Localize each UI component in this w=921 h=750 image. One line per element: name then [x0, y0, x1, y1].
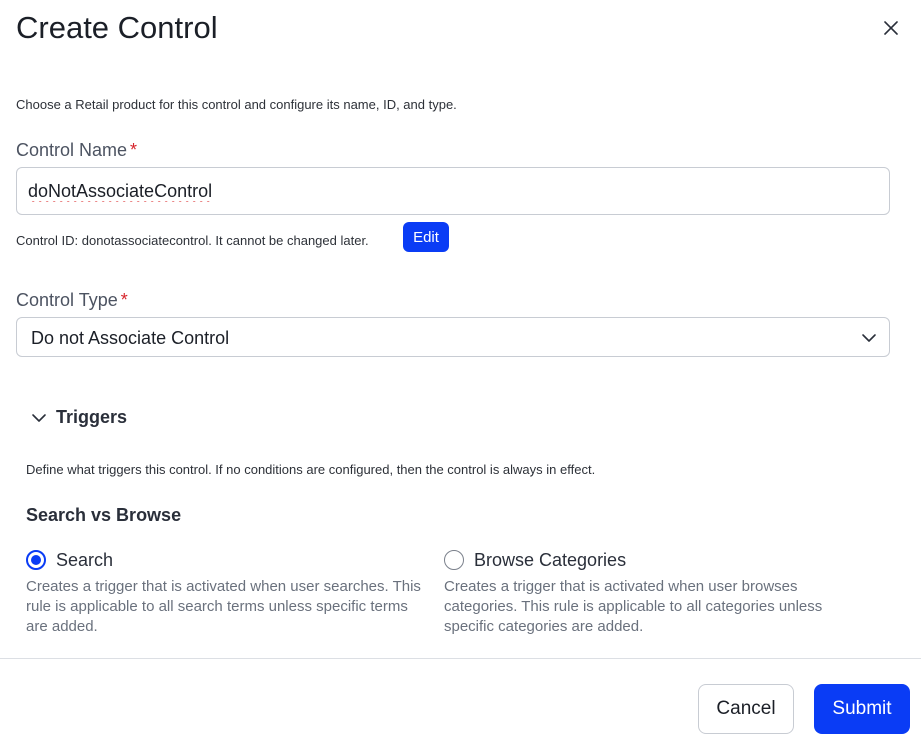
required-mark: *: [120, 290, 128, 310]
radio-browse-categories-label[interactable]: Browse Categories: [474, 550, 627, 570]
control-name-label-text: Control Name: [16, 140, 128, 160]
dialog-title: Create Control: [16, 10, 218, 45]
radio-search-description: Creates a trigger that is activated when user searches. This rule is applicable to all search terms unless specific terms are added.: [26, 578, 421, 635]
control-name-input[interactable]: [16, 167, 890, 215]
search-vs-browse-heading: Search vs Browse: [26, 505, 182, 525]
cancel-button[interactable]: Cancel: [698, 684, 794, 734]
footer-divider: [0, 658, 921, 659]
control-type-label: [16, 290, 128, 311]
control-type-select[interactable]: [16, 317, 890, 357]
radio-search-indicator[interactable]: [26, 550, 46, 570]
close-icon[interactable]: [878, 15, 904, 41]
chevron-down-icon: [860, 329, 878, 347]
triggers-section-toggle[interactable]: Triggers: [56, 407, 128, 427]
submit-button[interactable]: Submit: [814, 684, 910, 734]
chevron-down-icon[interactable]: [30, 409, 48, 427]
control-type-selected-value: Do not Associate Control: [31, 328, 230, 348]
radio-search-label[interactable]: Search: [56, 550, 114, 570]
control-type-label-text: Control Type: [16, 290, 118, 310]
radio-browse-categories-description: Creates a trigger that is activated when user browses categories. This rule is applicable to all categories unless specific categories are added.: [444, 578, 823, 635]
radio-browse-categories-indicator[interactable]: [444, 550, 464, 570]
control-id-helper: Control ID: donotassociatecontrol. It cannot be changed later.: [16, 233, 369, 248]
control-name-label: [16, 140, 137, 161]
triggers-description: Define what triggers this control. If no conditions are configured, then the control is always in effect.: [26, 462, 596, 477]
dialog-subtitle: Choose a Retail product for this control and configure its name, ID, and type.: [16, 97, 457, 112]
edit-control-id-button[interactable]: Edit: [403, 222, 449, 252]
required-mark: *: [130, 140, 138, 160]
